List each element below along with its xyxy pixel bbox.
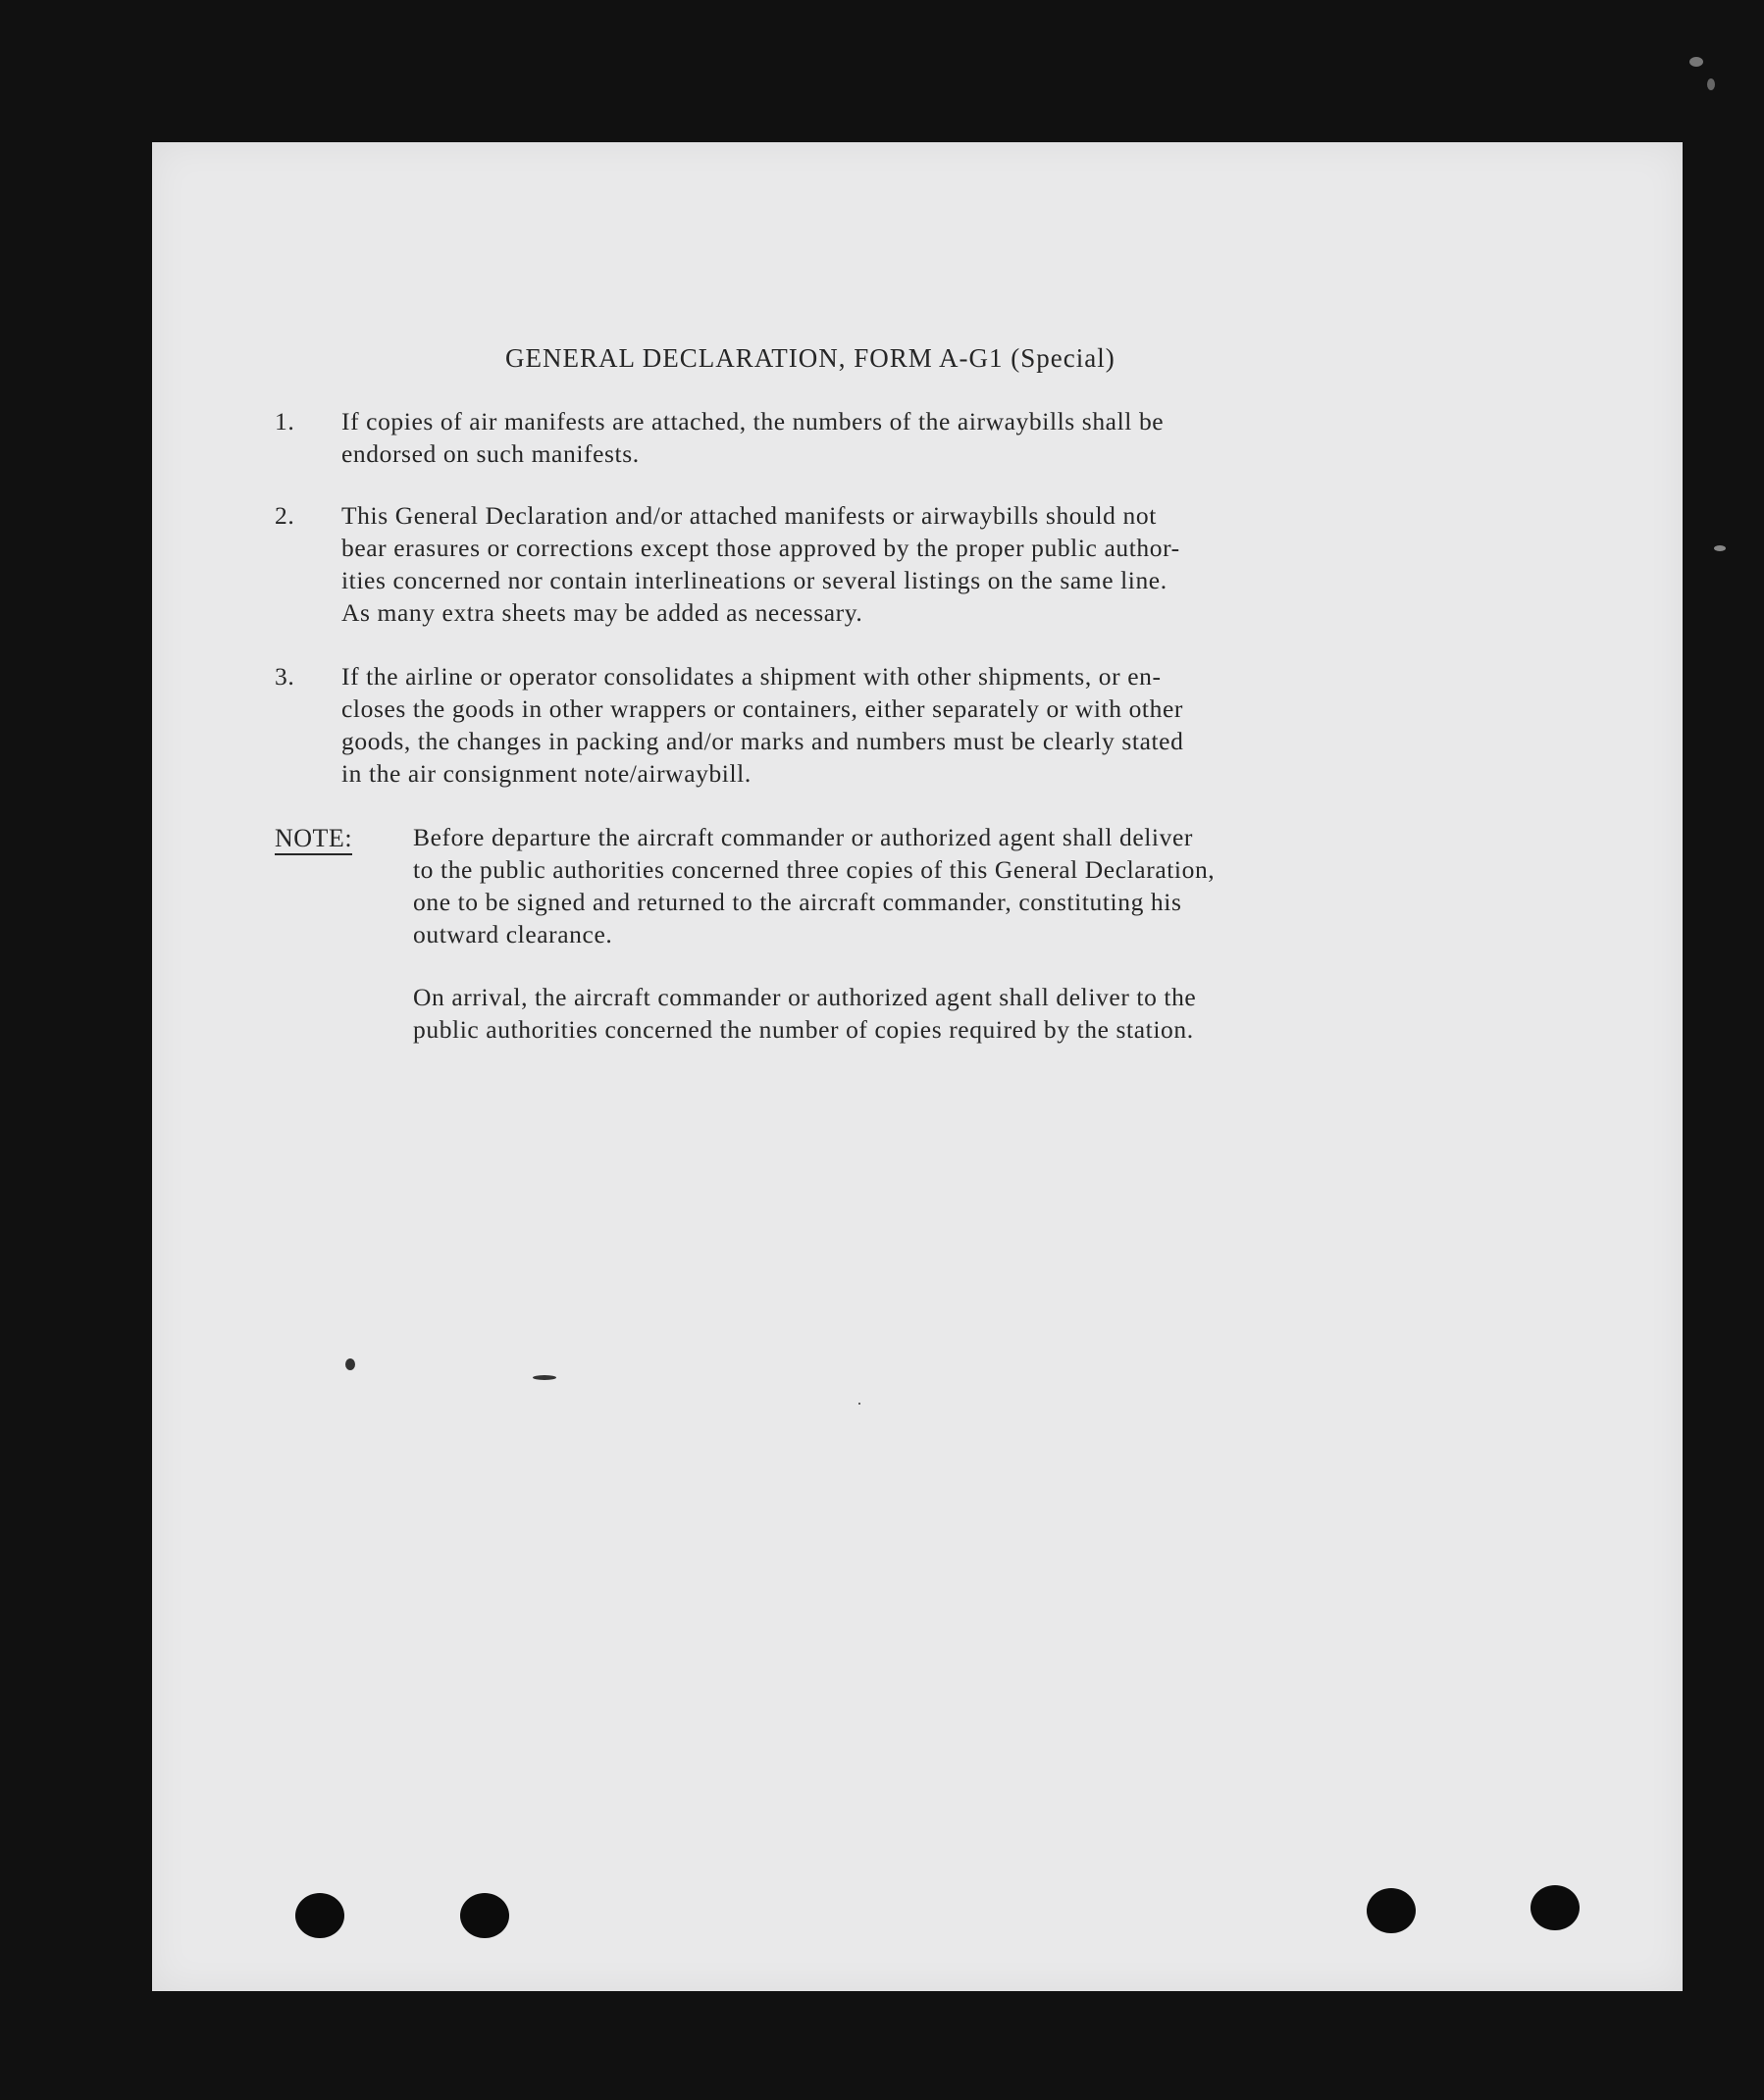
item-line: bear erasures or corrections except those approved by the proper public author- <box>341 534 1180 562</box>
ink-speck <box>345 1358 355 1370</box>
item-line: This General Declaration and/or attached manifests or airwaybills should not <box>341 501 1157 530</box>
item-line: endorsed on such manifests. <box>341 439 640 468</box>
item-text <box>341 660 1558 790</box>
note-paragraph <box>413 981 1561 1046</box>
document-title: GENERAL DECLARATION, FORM A-G1 (Special) <box>505 343 1115 373</box>
item-number: 2. <box>275 501 295 530</box>
item-line: in the air consignment note/airwaybill. <box>341 759 752 788</box>
note-line: to the public authorities concerned three copies of this General Declaration, <box>413 855 1216 884</box>
item-line: closes the goods in other wrappers or containers, either separately or with other <box>341 694 1183 723</box>
border-mark <box>1707 78 1715 90</box>
item-line: If copies of air manifests are attached, the numbers of the airwaybills shall be <box>341 407 1165 435</box>
item-number: 3. <box>275 662 295 691</box>
ink-speck <box>858 1403 860 1405</box>
item-line: goods, the changes in packing and/or marks and numbers must be clearly stated <box>341 727 1184 755</box>
item-line: As many extra sheets may be added as necessary. <box>341 598 863 627</box>
item-text <box>341 499 1558 629</box>
punch-hole <box>1367 1888 1416 1933</box>
note-label: NOTE: <box>275 824 352 855</box>
punch-hole <box>1531 1885 1580 1930</box>
document-page <box>152 142 1683 1991</box>
item-line: If the airline or operator consolidates a shipment with other shipments, or en- <box>341 662 1162 691</box>
punch-hole <box>295 1893 344 1938</box>
punch-hole <box>460 1893 509 1938</box>
note-line: outward clearance. <box>413 920 613 948</box>
border-mark <box>1714 545 1726 551</box>
document-content <box>152 142 1683 1991</box>
note-line: one to be signed and returned to the aircraft commander, constituting his <box>413 888 1182 916</box>
item-number: 1. <box>275 407 295 435</box>
note-line: Before departure the aircraft commander or authorized agent shall deliver <box>413 823 1193 851</box>
border-mark <box>1689 57 1703 67</box>
note-paragraph <box>413 821 1561 950</box>
item-line: ities concerned nor contain interlineations or several listings on the same line. <box>341 566 1167 594</box>
note-line: On arrival, the aircraft commander or authorized agent shall deliver to the <box>413 983 1197 1011</box>
item-text <box>341 405 1558 470</box>
ink-speck <box>533 1375 556 1380</box>
note-line: public authorities concerned the number of copies required by the station. <box>413 1015 1194 1044</box>
